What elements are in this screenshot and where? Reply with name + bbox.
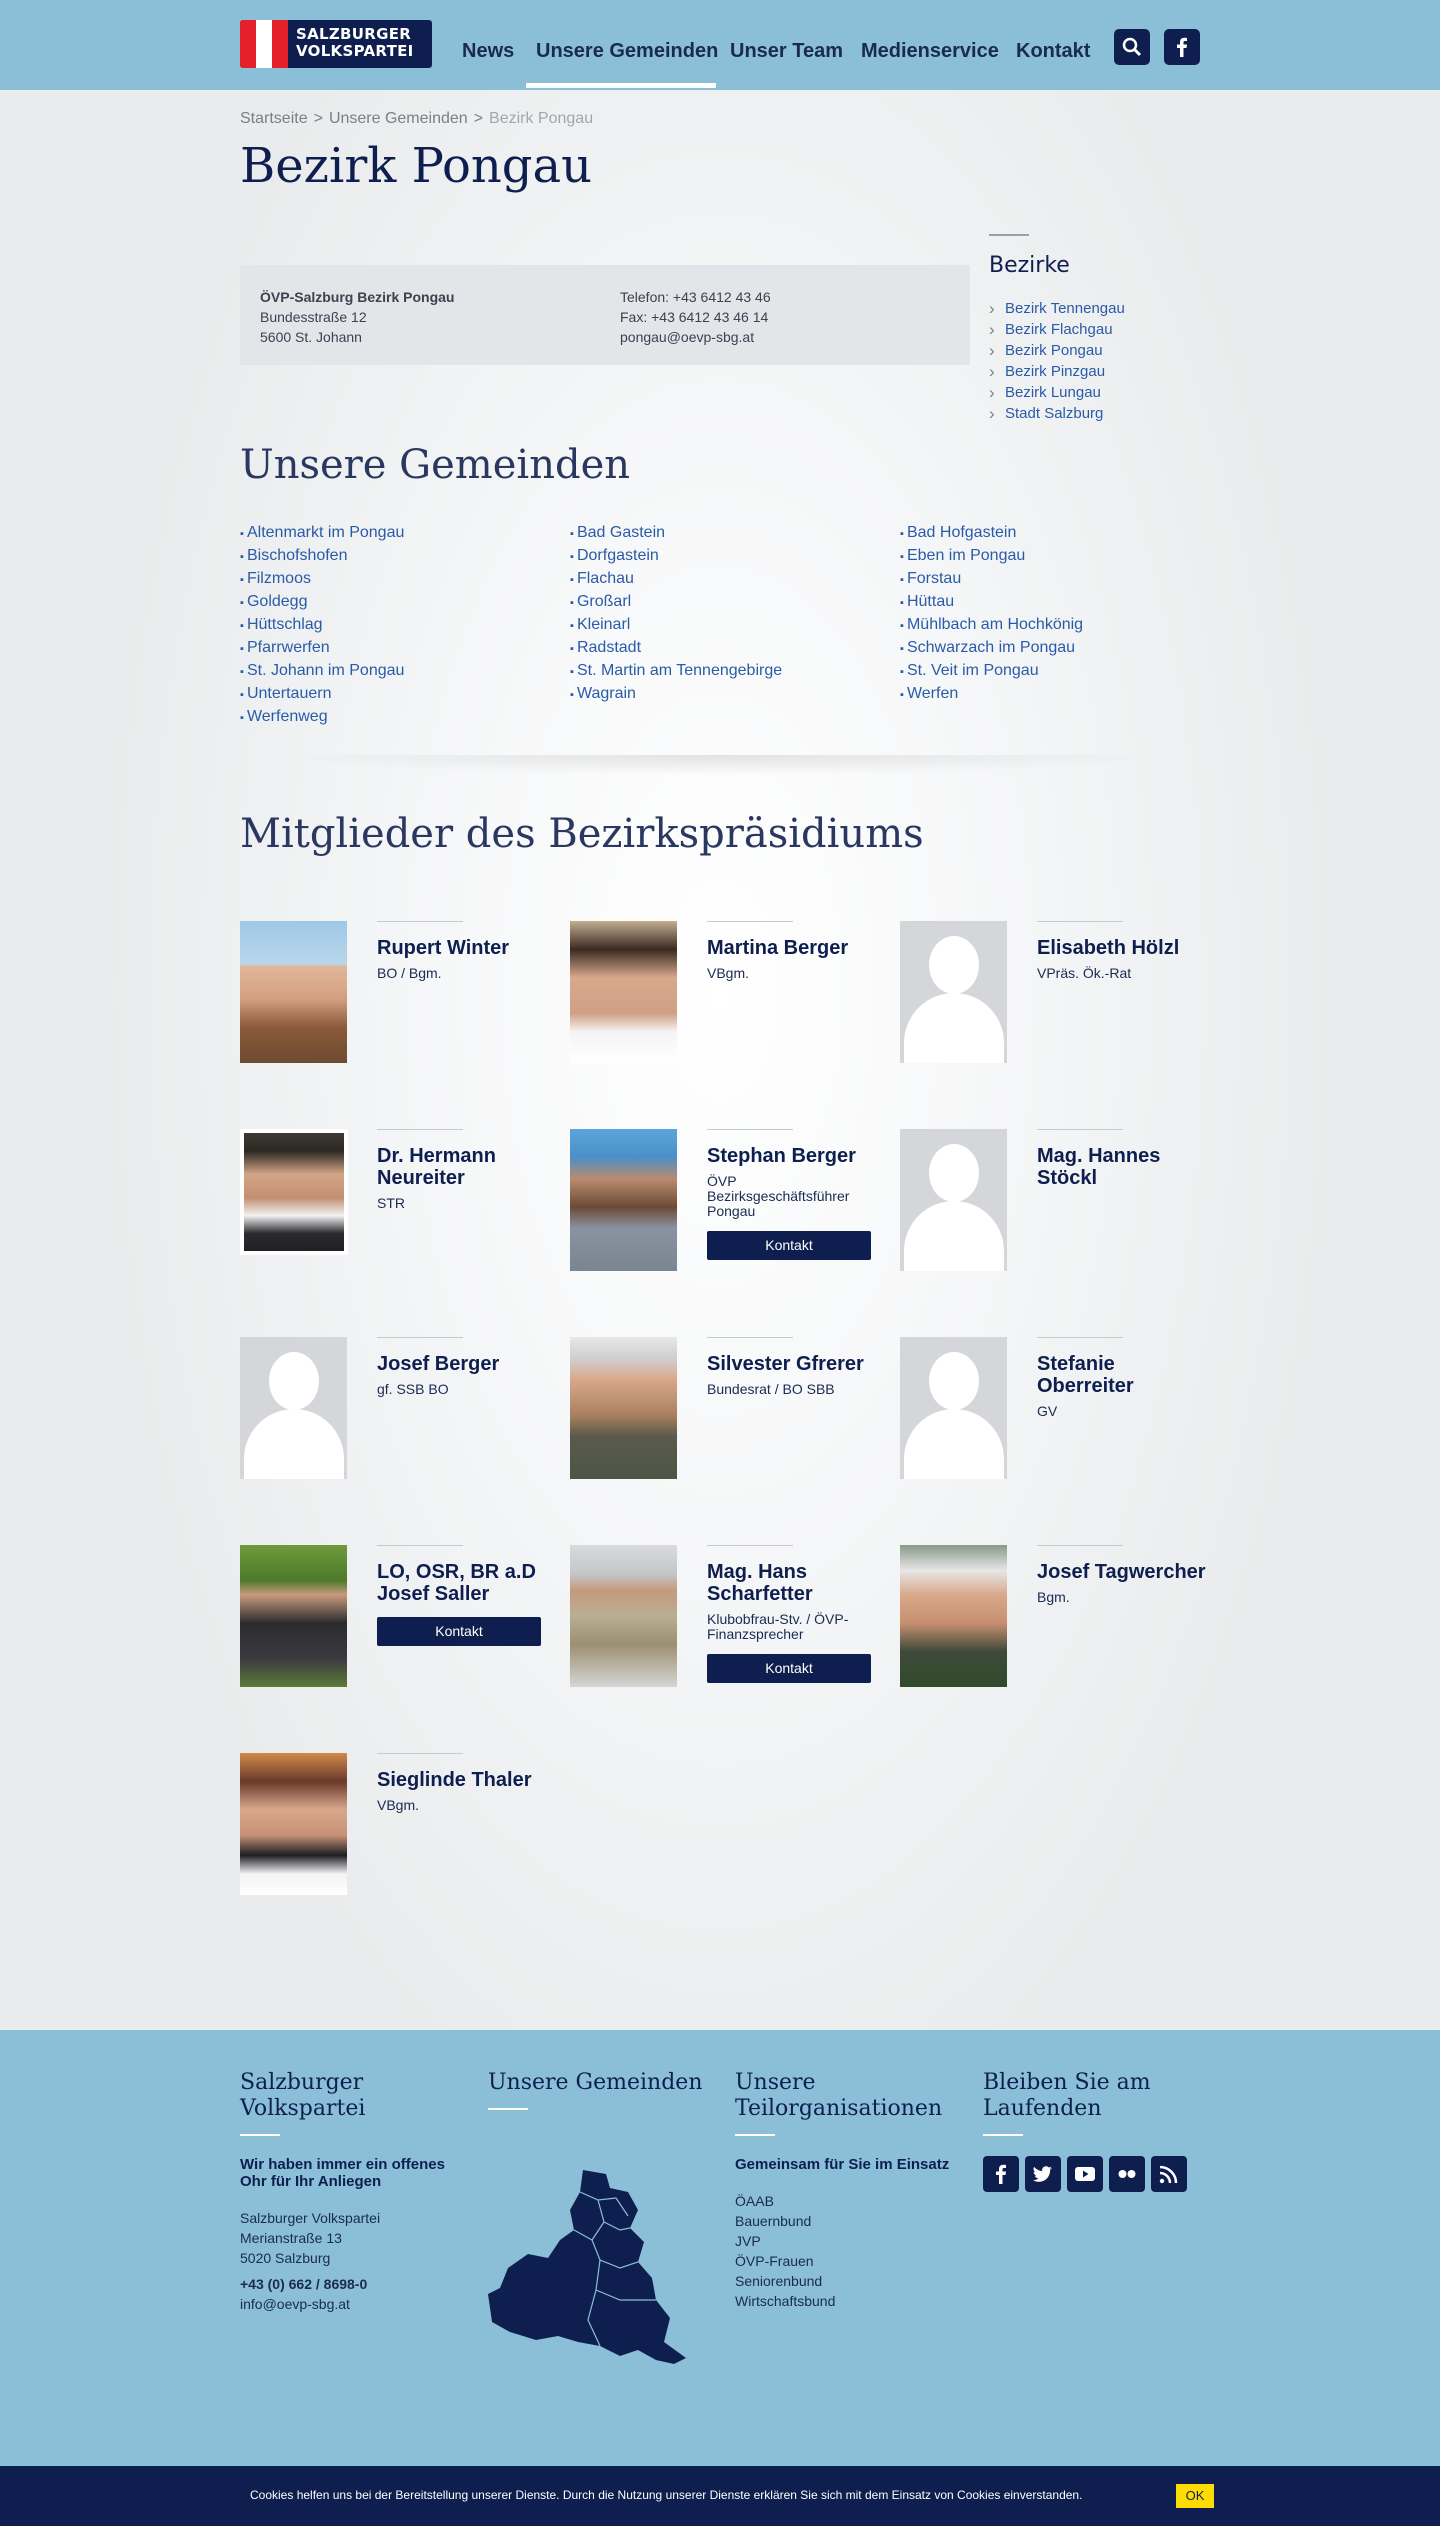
footer-phone[interactable]: +43 (0) 662 / 8698-0: [240, 2276, 368, 2292]
member-card: [570, 921, 890, 1071]
contact-box: [240, 265, 970, 365]
member-card: [900, 921, 1220, 1071]
flickr-icon: [1109, 2156, 1145, 2192]
member-card: [570, 1129, 890, 1279]
gemeinde-link[interactable]: ▪ Altenmarkt im Pongau: [240, 522, 404, 545]
member-role: gf. SSB BO: [377, 1381, 449, 1397]
nav-news[interactable]: News: [462, 40, 515, 62]
rss-link[interactable]: [1151, 2156, 1187, 2192]
avatar-placeholder: [240, 1337, 347, 1479]
gemeinde-link[interactable]: ▪ Goldegg: [240, 591, 404, 614]
member-name: Stephan Berger: [707, 1145, 856, 1167]
site-logo[interactable]: [240, 20, 432, 68]
gemeinde-link[interactable]: ▪ Schwarzach im Pongau: [900, 637, 1083, 660]
footer-address-line: Merianstraße 13: [240, 2230, 342, 2246]
member-card: [240, 1129, 560, 1279]
section-divider: [280, 755, 1160, 785]
flickr-link[interactable]: [1109, 2156, 1145, 2192]
gemeinde-link[interactable]: ▪ Werfenweg: [240, 706, 404, 729]
member-role: STR: [377, 1195, 405, 1211]
footer-org-link[interactable]: Wirtschaftsbund: [735, 2293, 836, 2309]
sidebar-item-pongau[interactable]: › Bezirk Pongau: [989, 340, 1125, 361]
member-card: [900, 1337, 1220, 1487]
cookie-ok-button[interactable]: OK: [1176, 2484, 1214, 2508]
member-role: Bgm.: [1037, 1589, 1070, 1605]
footer-col-party: [240, 2070, 455, 2314]
member-name: Rupert Winter: [377, 937, 510, 959]
search-icon: [1114, 29, 1150, 65]
member-photo: [240, 1545, 347, 1687]
contact-street: Bundesstraße 12: [260, 309, 367, 325]
nav-medienservice[interactable]: Medienservice: [861, 40, 999, 62]
contact-phone: Telefon: +43 6412 43 46: [620, 289, 771, 305]
contact-email[interactable]: pongau@oevp-sbg.at: [620, 329, 755, 345]
gemeinde-link[interactable]: ▪ Flachau: [570, 568, 782, 591]
avatar-placeholder: [900, 1337, 1007, 1479]
gemeinde-link[interactable]: ▪ Forstau: [900, 568, 1083, 591]
member-role: GV: [1037, 1403, 1058, 1419]
member-name: Martina Berger: [707, 937, 849, 959]
member-name: Mag. Hans Scharfetter: [707, 1561, 813, 1605]
facebook-button[interactable]: [1164, 29, 1200, 65]
search-button[interactable]: [1114, 29, 1150, 65]
gemeinde-link[interactable]: ▪ Dorfgastein: [570, 545, 782, 568]
member-card: [240, 1337, 560, 1487]
member-name: Sieglinde Thaler: [377, 1769, 532, 1791]
footer-org-link[interactable]: JVP: [735, 2233, 761, 2249]
member-card: [240, 921, 560, 1071]
breadcrumb-current: Bezirk Pongau: [489, 110, 594, 127]
member-name: Mag. Hannes Stöckl: [1037, 1145, 1161, 1189]
contact-org: ÖVP-Salzburg Bezirk Pongau: [260, 289, 455, 305]
active-nav-indicator: [526, 83, 716, 88]
footer-org-link[interactable]: ÖAAB: [735, 2193, 774, 2209]
gemeinde-link[interactable]: ▪ Untertauern: [240, 683, 404, 706]
gemeinde-link[interactable]: ▪ St. Martin am Tennengebirge: [570, 660, 782, 683]
twitter-link[interactable]: [1025, 2156, 1061, 2192]
gemeinde-link[interactable]: ▪ St. Veit im Pongau: [900, 660, 1083, 683]
footer-address-line: Salzburger Volkspartei: [240, 2210, 381, 2226]
member-role: VPräs. Ök.-Rat: [1037, 965, 1132, 981]
sidebar-item-stadt-salzburg[interactable]: › Stadt Salzburg: [989, 403, 1125, 424]
footer-title: Salzburger Volkspartei: [240, 2070, 366, 2121]
footer-title: Bleiben Sie am Laufenden: [983, 2070, 1151, 2121]
member-photo: [570, 921, 677, 1063]
cookie-text: Cookies helfen uns bei der Bereitstellung unserer Dienste. Durch die Nutzung unserer Dienste erklären Sie sich mit dem Einsatz von Cookies einverstanden.: [250, 2488, 1083, 2502]
footer-address-line: 5020 Salzburg: [240, 2250, 331, 2266]
member-name: Stefanie Oberreiter: [1037, 1353, 1134, 1397]
avatar-placeholder: [900, 921, 1007, 1063]
footer-subtitle: Gemeinsam für Sie im Einsatz: [735, 2156, 950, 2173]
member-photo: [900, 1545, 1007, 1687]
rss-icon: [1151, 2156, 1187, 2192]
gemeinde-link[interactable]: ▪ Großarl: [570, 591, 782, 614]
gemeinden-col-3: [900, 522, 1083, 706]
gemeinden-heading: Unsere Gemeinden: [240, 442, 630, 488]
member-card: [900, 1545, 1220, 1695]
member-role: ÖVP Bezirksgeschäftsführer Pongau: [707, 1173, 850, 1219]
gemeinde-link[interactable]: ▪ Eben im Pongau: [900, 545, 1083, 568]
member-photo: [570, 1129, 677, 1271]
member-photo: [240, 1129, 348, 1255]
breadcrumb-home[interactable]: Startseite: [240, 110, 308, 127]
gemeinde-link[interactable]: ▪ St. Johann im Pongau: [240, 660, 404, 683]
member-photo: [240, 1753, 347, 1895]
cookie-banner: [0, 2466, 1440, 2526]
member-card: [570, 1545, 890, 1695]
member-role: BO / Bgm.: [377, 965, 442, 981]
nav-kontakt[interactable]: Kontakt: [1016, 40, 1091, 62]
facebook-icon: [1164, 29, 1200, 65]
youtube-link[interactable]: [1067, 2156, 1103, 2192]
kontakt-button[interactable]: Kontakt: [707, 1231, 871, 1260]
sidebar-item-tennengau[interactable]: › Bezirk Tennengau: [989, 298, 1125, 319]
member-name: Dr. Hermann Neureiter: [377, 1145, 496, 1189]
youtube-icon: [1067, 2156, 1103, 2192]
member-photo: [240, 921, 347, 1063]
gemeinde-link[interactable]: ▪ Werfen: [900, 683, 1083, 706]
kontakt-button[interactable]: Kontakt: [377, 1617, 541, 1646]
footer-col-teilorganisationen: [735, 2070, 950, 2311]
nav-unsere-gemeinden[interactable]: Unsere Gemeinden: [536, 40, 719, 62]
member-name: Josef Berger: [377, 1353, 500, 1375]
page-title: Bezirk Pongau: [240, 138, 593, 194]
sidebar-divider: [989, 234, 1029, 236]
members-heading: Mitglieder des Bezirkspräsidiums: [240, 811, 924, 857]
breadcrumb: Startseite > Unsere Gemeinden > Bezirk Pongau: [240, 110, 594, 127]
footer-title: Unsere Teilorganisationen: [735, 2070, 943, 2121]
member-card: [900, 1129, 1220, 1279]
member-card: [240, 1545, 560, 1695]
social-links: [983, 2156, 1198, 2192]
sidebar-item-lungau[interactable]: › Bezirk Lungau: [989, 382, 1125, 403]
footer-col-social: [983, 2070, 1198, 2192]
gemeinde-link[interactable]: ▪ Wagrain: [570, 683, 782, 706]
gemeinde-link[interactable]: ▪ Filzmoos: [240, 568, 404, 591]
gemeinde-link[interactable]: ▪ Hüttschlag: [240, 614, 404, 637]
gemeinde-link[interactable]: ▪ Hüttau: [900, 591, 1083, 614]
nav-unser-team[interactable]: Unser Team: [730, 40, 844, 62]
breadcrumb-section[interactable]: Unsere Gemeinden: [328, 110, 468, 127]
member-name: Silvester Gfrerer: [707, 1353, 864, 1375]
gemeinde-link[interactable]: ▪ Pfarrwerfen: [240, 637, 404, 660]
member-card: [240, 1753, 560, 1903]
member-role: VBgm.: [377, 1797, 420, 1813]
contact-fax: Fax: +43 6412 43 46 14: [620, 309, 769, 325]
site-header: [0, 0, 1440, 90]
member-name: Elisabeth Hölzl: [1037, 937, 1180, 959]
footer-subtitle: Wir haben immer ein offenes Ohr für Ihr Anliegen: [240, 2156, 445, 2190]
sidebar-item-flachgau[interactable]: › Bezirk Flachgau: [989, 319, 1125, 340]
contact-city: 5600 St. Johann: [260, 329, 362, 345]
footer-org-link[interactable]: ÖVP-Frauen: [735, 2253, 814, 2269]
footer-email[interactable]: info@oevp-sbg.at: [240, 2296, 350, 2312]
member-photo: [570, 1337, 677, 1479]
member-name: LO, OSR, BR a.D Josef Saller: [377, 1561, 536, 1605]
footer-org-link[interactable]: Bauernbund: [735, 2213, 812, 2229]
gemeinde-link[interactable]: ▪ Radstadt: [570, 637, 782, 660]
salzburg-map[interactable]: [488, 2170, 708, 2370]
gemeinden-col-1: [240, 522, 404, 729]
footer-org-link[interactable]: Seniorenbund: [735, 2273, 823, 2289]
logo-line-2: VOLKSPARTEI: [296, 42, 414, 60]
member-card: [570, 1337, 890, 1487]
gemeinde-link[interactable]: ▪ Bad Gastein: [570, 522, 782, 545]
avatar-placeholder: [900, 1129, 1007, 1271]
facebook-icon: [983, 2156, 1019, 2192]
twitter-icon: [1025, 2156, 1061, 2192]
gemeinde-link[interactable]: ▪ Kleinarl: [570, 614, 782, 637]
gemeinde-link[interactable]: ▪ Bad Hofgastein: [900, 522, 1083, 545]
gemeinde-link[interactable]: ▪ Bischofshofen: [240, 545, 404, 568]
gemeinde-link[interactable]: ▪ Mühlbach am Hochkönig: [900, 614, 1083, 637]
member-role: VBgm.: [707, 965, 750, 981]
member-photo: [570, 1545, 677, 1687]
logo-line-1: SALZBURGER: [296, 25, 412, 43]
facebook-link[interactable]: [983, 2156, 1019, 2192]
kontakt-button[interactable]: Kontakt: [707, 1654, 871, 1683]
footer-title: Unsere Gemeinden: [488, 2070, 703, 2095]
gemeinden-col-2: [570, 522, 782, 706]
member-name: Josef Tagwercher: [1037, 1561, 1206, 1583]
member-role: Bundesrat / BO SBB: [707, 1381, 835, 1397]
footer-col-gemeinden: [488, 2070, 703, 2375]
site-footer: [0, 2030, 1440, 2466]
flag-icon: [240, 20, 288, 68]
member-role: Klubobfrau-Stv. / ÖVP-Finanzsprecher: [707, 1611, 849, 1642]
sidebar-list: [989, 298, 1125, 424]
sidebar-item-pinzgau[interactable]: › Bezirk Pinzgau: [989, 361, 1125, 382]
sidebar-title: Bezirke: [989, 253, 1070, 278]
